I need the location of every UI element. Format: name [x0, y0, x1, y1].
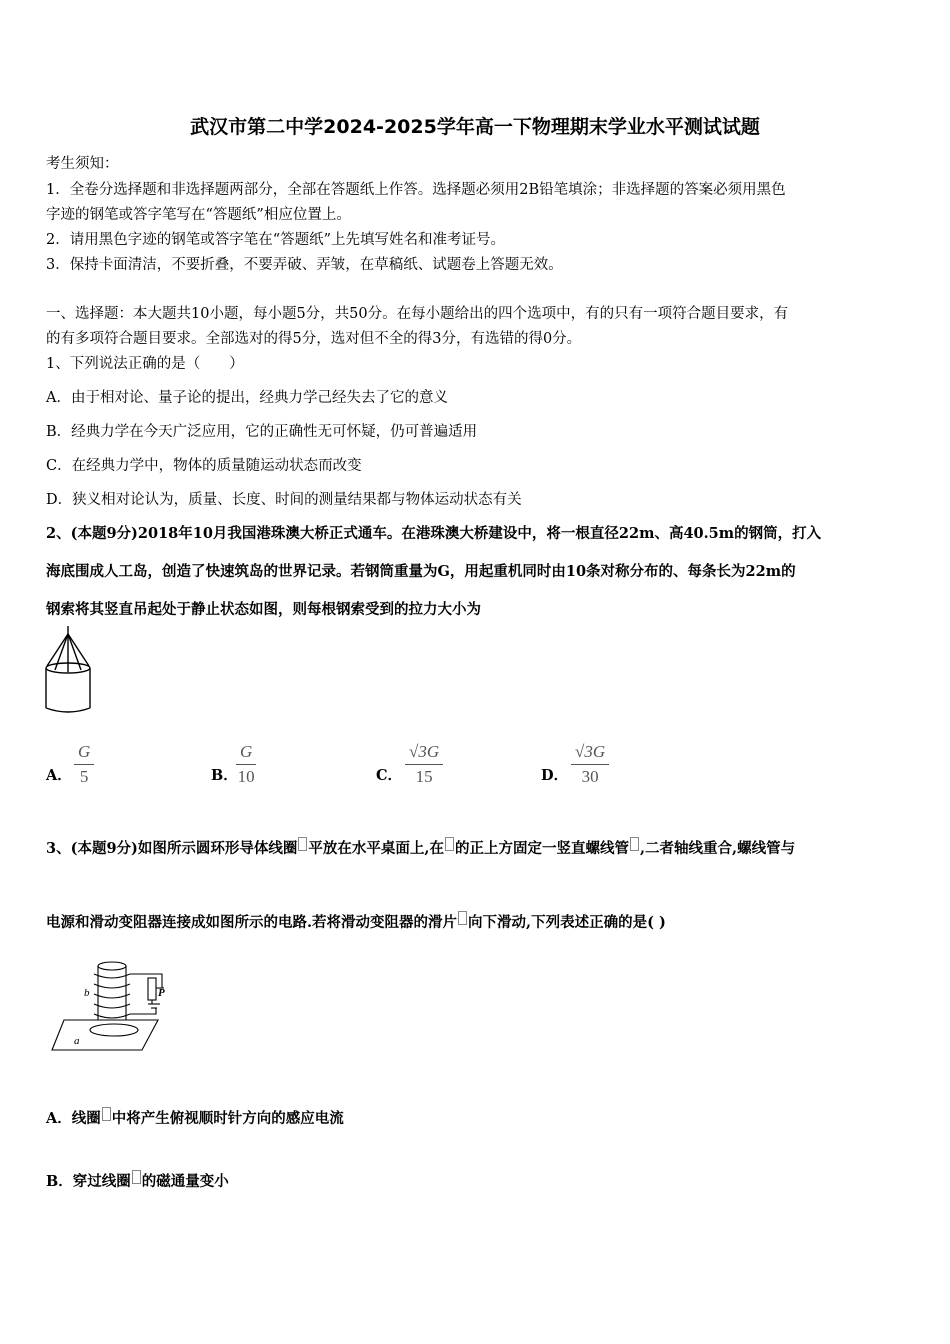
missing-glyph-icon: [445, 837, 454, 851]
sqrt-icon: √: [575, 742, 585, 761]
section-intro-b: 的有多项符合题目要求。全部选对的得5分，选对但不全的得3分，有选错的得0分。: [46, 331, 582, 347]
notice-item-3: 3．保持卡面清洁，不要折叠，不要弄破、弄皱，在草稿纸、试题卷上答题无效。: [46, 257, 563, 273]
q2-line-3: 钢索将其竖直吊起处于静止状态如图，则每根钢索受到的拉力大小为: [46, 601, 481, 618]
q2-option-b-fraction: [236, 742, 256, 787]
notice-item-2: 2．请用黑色字迹的钢笔或答字笔在“答题纸”上先填写姓名和准考证号。: [46, 232, 506, 248]
q2-option-c-denominator: 15: [415, 767, 433, 786]
q1-option-b: B．经典力学在今天广泛应用，它的正确性无可怀疑，仍可普遍适用: [46, 424, 478, 440]
q2-option-b-denominator: 10: [237, 767, 255, 786]
q2-option-c-numerator: 3G: [418, 742, 440, 761]
q2-cylinder-figure: [44, 624, 96, 716]
q2-option-b-numerator: G: [236, 742, 256, 765]
q1-option-d: D．狭义相对论认为，质量、长度、时间的测量结果都与物体运动状态有关: [46, 492, 522, 508]
missing-glyph-icon: [458, 911, 467, 925]
q2-option-b-label: B．: [211, 767, 238, 784]
q3-option-a: A．线圈 中将产生俯视顺时针方向的感应电流: [46, 1107, 344, 1128]
notice-item-1a: 1．全卷分选择题和非选择题两部分，全部在答题纸上作答。选择题必须用2B铅笔填涂；非选择题的答案必须用黑色: [46, 182, 786, 198]
sqrt-icon: √: [409, 742, 419, 761]
q2-option-c-fraction: [405, 742, 443, 787]
q2-option-a-denominator: 5: [79, 767, 89, 786]
q2-line-1: 2、(本题9分)2018年10月我国港珠澳大桥正式通车。在港珠澳大桥建设中，将一根直径22m、高40.5m的钢筒，打入: [46, 525, 822, 542]
q2-option-d-numerator: 3G: [584, 742, 606, 761]
q1-option-c: C．在经典力学中，物体的质量随运动状态而改变: [46, 458, 362, 474]
q2-option-d-fraction: [571, 742, 609, 787]
missing-glyph-icon: [132, 1170, 141, 1184]
q2-option-a-label: A．: [46, 767, 72, 784]
q2-line-2: 海底围成人工岛，创造了快速筑岛的世界记录。若钢筒重量为G，用起重机同时由10条对称分布的、每条长为22m的: [46, 563, 796, 580]
q2-option-d-denominator: 30: [581, 767, 599, 786]
q2-option-c-label: C．: [376, 767, 403, 784]
label-p: P: [158, 987, 165, 999]
missing-glyph-icon: [298, 837, 307, 851]
missing-glyph-icon: [630, 837, 639, 851]
notice-heading: 考生须知：: [46, 156, 119, 172]
label-a: a: [74, 1035, 80, 1047]
missing-glyph-icon: [102, 1107, 111, 1121]
q3-line-1: 3、(本题9分)如图所示圆环形导体线圈 平放在水平桌面上,在 的正上方固定一竖直螺线管 ,二者轴线重合,螺线管与: [46, 837, 795, 858]
q1-stem: 1、下列说法正确的是（ ）: [46, 356, 244, 372]
q1-option-a: A．由于相对论、量子论的提出，经典力学己经失去了它的意义: [46, 390, 448, 406]
q3-solenoid-figure: [50, 954, 170, 1058]
label-b: b: [84, 987, 90, 999]
notice-item-1b: 字迹的钢笔或答字笔写在“答题纸”相应位置上。: [46, 207, 351, 223]
page-title: 武汉市第二中学2024-2025学年高一下物理期末学业水平测试试题: [190, 116, 760, 138]
q3-option-b: B．穿过线圈 的磁通量变小: [46, 1170, 229, 1191]
q3-line-2: 电源和滑动变阻器连接成如图所示的电路.若将滑动变阻器的滑片 向下滑动,下列表述正确的是( ): [46, 911, 666, 932]
q2-option-a-numerator: G: [74, 742, 94, 765]
q2-option-a-fraction: [74, 742, 94, 787]
q2-option-d-label: D．: [541, 767, 569, 784]
section-intro-a: 一、选择题：本大题共10小题，每小题5分，共50分。在每小题给出的四个选项中，有的只有一项符合题目要求，有: [46, 306, 789, 322]
